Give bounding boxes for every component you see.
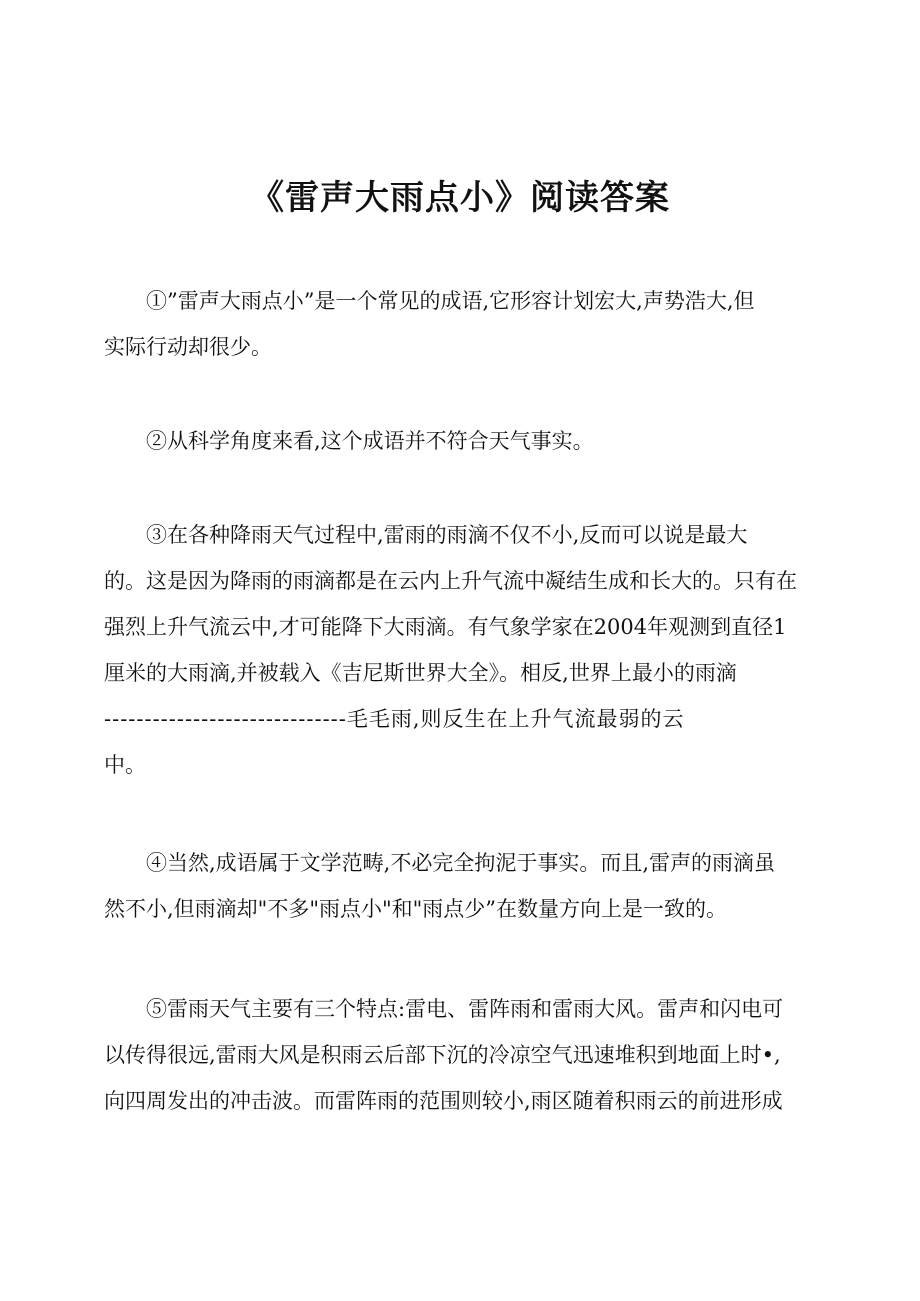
paragraph-line: ④当然,成语属于文学范畴,不必完全拘泥于事实。而且,雷声的雨滴虽 — [146, 851, 776, 875]
paragraph-line: ------------------------------毛毛雨,则反生在上升气流最弱的云 — [104, 707, 685, 731]
paragraph-line: 的。这是因为降雨的雨滴都是在云内上升气流中凝结生成和长大的。只有在 — [104, 569, 797, 593]
document-title: 《雷声大雨点小》阅读答案 — [250, 178, 670, 218]
paragraph-line: ②从科学角度来看,这个成语并不符合天气事实。 — [146, 429, 594, 453]
paragraph-line: 向四周发出的冲击波。而雷阵雨的范围则较小,雨区随着积雨云的前进形成 — [104, 1089, 783, 1113]
paragraph-line: 实际行动却很少。 — [104, 335, 272, 359]
paragraph-4 — [104, 840, 816, 932]
paragraph-2 — [104, 418, 816, 464]
paragraph-line: 厘米的大雨滴,并被载入《吉尼斯世界大全》。相反,世界上最小的雨滴 — [104, 661, 737, 685]
paragraph-line: 强烈上升气流云中,才可能降下大雨滴。有气象学家在2004年观测到直径1 — [104, 615, 787, 639]
paragraph-line: 中。 — [104, 753, 146, 777]
paragraph-line: ③在各种降雨天气过程中,雷雨的雨滴不仅不小,反而可以说是最大 — [146, 523, 748, 547]
paragraph-line: 以传得很远,雷雨大风是积雨云后部下沉的冷凉空气迅速堆积到地面上时•, — [104, 1043, 781, 1067]
paragraph-5 — [104, 986, 816, 1124]
paragraph-line: 然不小,但雨滴却"不多"雨点小"和"雨点少”在数量方向上是一致的。 — [104, 897, 728, 921]
paragraph-line: ①”雷声大雨点小”是一个常见的成语,它形容计划宏大,声势浩大,但 — [146, 289, 755, 313]
paragraph-3 — [104, 512, 816, 788]
paragraph-1 — [104, 278, 816, 370]
paragraph-line: ⑤雷雨天气主要有三个特点:雷电、雷阵雨和雷雨大风。雷声和闪电可 — [146, 997, 784, 1021]
